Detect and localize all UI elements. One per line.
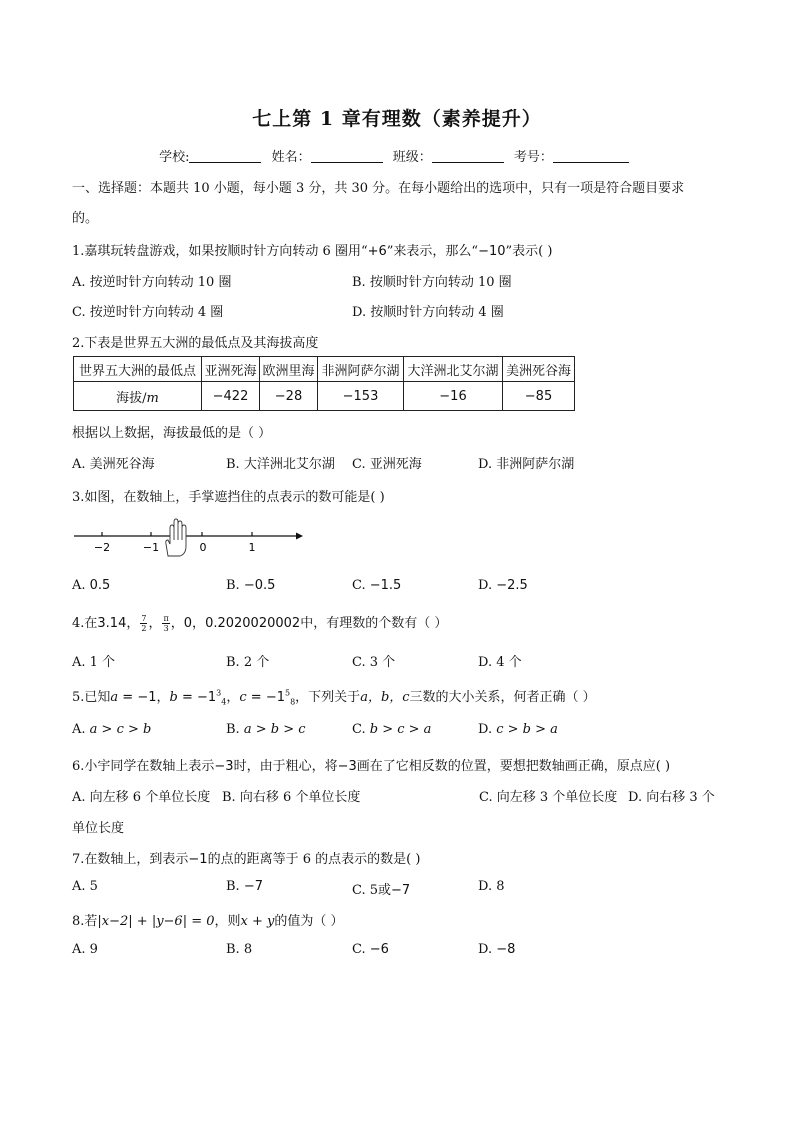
q5-stem: 5.已知a = −1，$b = -1^3_4$，$c = -1^5_8$，下列关于a，b，c三数的大小关系，何者正确（ ） (72, 688, 596, 707)
q8-stem: 8.若|x−2| + |y−6| = 0，则x + y的值为（ ） (72, 914, 344, 929)
exam-no-blank[interactable] (553, 150, 629, 163)
q8-option-d[interactable]: D. −8 (478, 942, 516, 957)
school-blank[interactable] (189, 150, 261, 163)
table-cell: −422 (202, 382, 260, 411)
tick-label: −1 (142, 541, 160, 554)
q8-option-b[interactable]: B. 8 (226, 942, 253, 957)
page-title: 七上第 1 章有理数（素养提升） (252, 108, 542, 130)
altitude-table (73, 356, 575, 411)
q3-option-a[interactable]: A. 0.5 (72, 578, 111, 593)
q1-option-a[interactable]: A. 按逆时针方向转动 10 圈 (72, 275, 232, 290)
name-label: 姓名： (271, 150, 311, 165)
q8-option-c[interactable]: C. −6 (352, 942, 389, 957)
q7-option-d[interactable]: D. 8 (478, 879, 505, 894)
hand-icon (166, 519, 186, 556)
q2-question: 根据以上数据，海拔最低的是（ ） (72, 426, 272, 441)
section-header-line1: 一、选择题：本题共 10 小题，每小题 3 分，共 30 分。在每小题给出的选项中，只有一项是符合题目要求 (72, 181, 685, 196)
table-cell: −28 (260, 382, 318, 411)
q1-option-c[interactable]: C. 按逆时针方向转动 4 圈 (72, 305, 224, 320)
q6-option-a[interactable]: A. 向左移 6 个单位长度 (72, 790, 211, 805)
q1-option-d[interactable]: D. 按顺时针方向转动 4 圈 (352, 305, 504, 320)
class-blank[interactable] (432, 150, 504, 163)
q4-option-a[interactable]: A. 1 个 (72, 655, 116, 670)
table-header-row (74, 357, 575, 382)
q4-option-b[interactable]: B. 2 个 (226, 655, 270, 670)
student-info-row (0, 146, 794, 165)
q2-option-d[interactable]: D. 非洲阿萨尔湖 (478, 457, 575, 472)
q4-stem: 4.在3.14， $\frac{7}{2}$ ， $\frac{\pi}{3}$ ，0，0.2020020002中，有理数的个数有（ ） (72, 614, 448, 633)
table-cell: −85 (503, 382, 575, 411)
q7-option-c[interactable]: C. 5或−7 (352, 883, 411, 898)
q7-option-b[interactable]: B. −7 (226, 879, 263, 894)
table-cell: −153 (318, 382, 404, 411)
q6-option-d[interactable]: D. 向右移 3 个 (628, 790, 715, 805)
tick-label: −2 (93, 541, 111, 554)
q6-option-c[interactable]: C. 向左移 3 个单位长度 (479, 790, 618, 805)
q1-option-b[interactable]: B. 按顺时针方向转动 10 圈 (352, 275, 512, 290)
q3-option-c[interactable]: C. −1.5 (352, 578, 402, 593)
q8-option-a[interactable]: A. 9 (72, 942, 98, 957)
q5-option-c[interactable]: C. b > c > a (352, 722, 432, 737)
fraction-7-2: $\frac{7}{2}$ (141, 614, 147, 633)
q6-option-d-continued: 单位长度 (72, 821, 125, 836)
tick-label: 0 (199, 541, 207, 554)
q4-option-c[interactable]: C. 3 个 (352, 655, 396, 670)
fraction-pi-3: $\frac{\pi}{3}$ (163, 614, 169, 633)
class-label: 班级： (392, 150, 432, 165)
school-label: 学校: (159, 150, 190, 165)
q3-stem: 3.如图，在数轴上，手掌遮挡住的点表示的数可能是( ) (72, 490, 385, 505)
tick-label: 1 (248, 541, 256, 554)
exam-no-label: 考号： (513, 150, 553, 165)
q5-option-b[interactable]: B. a > b > c (226, 722, 306, 737)
q3-option-d[interactable]: D. −2.5 (478, 578, 528, 593)
q1-stem: 1.嘉琪玩转盘游戏，如果按顺时针方向转动 6 圈用“+6”来表示，那么“−10”表示( ) (72, 244, 553, 259)
arrow-right-icon (296, 533, 303, 540)
table-row-label: 海拔/m (74, 382, 202, 411)
q5-option-a[interactable]: A. a > c > b (72, 722, 152, 737)
q6-stem: 6.小宇同学在数轴上表示−3时，由于粗心，将−3画在了它相反数的位置，要想把数轴画正确，原点应( ) (72, 759, 671, 774)
q2-option-b[interactable]: B. 大洋洲北艾尔湖 (226, 457, 335, 472)
table-header-cell: 大洋洲北艾尔湖 (404, 357, 503, 382)
table-header-cell: 世界五大洲的最低点 (74, 357, 202, 382)
table-header-cell: 亚洲死海 (202, 357, 260, 382)
table-header-cell: 非洲阿萨尔湖 (318, 357, 404, 382)
number-line-figure (72, 518, 307, 558)
section-header-line2: 的。 (72, 211, 99, 226)
name-blank[interactable] (311, 150, 383, 163)
q4-option-d[interactable]: D. 4 个 (478, 655, 522, 670)
q2-stem: 2.下表是世界五大洲的最低点及其海拔高度 (72, 336, 319, 351)
q5-option-d[interactable]: D. c > b > a (478, 722, 558, 737)
q6-option-b[interactable]: B. 向右移 6 个单位长度 (222, 790, 361, 805)
q7-option-a[interactable]: A. 5 (72, 879, 98, 894)
q2-option-a[interactable]: A. 美洲死谷海 (72, 457, 155, 472)
table-row (74, 382, 575, 411)
q2-option-c[interactable]: C. 亚洲死海 (352, 457, 422, 472)
q3-option-b[interactable]: B. −0.5 (226, 578, 276, 593)
table-header-cell: 欧洲里海 (260, 357, 318, 382)
table-cell: −16 (404, 382, 503, 411)
table-header-cell: 美洲死谷海 (503, 357, 575, 382)
q7-stem: 7.在数轴上，到表示−1的点的距离等于 6 的点表示的数是( ) (72, 852, 421, 867)
